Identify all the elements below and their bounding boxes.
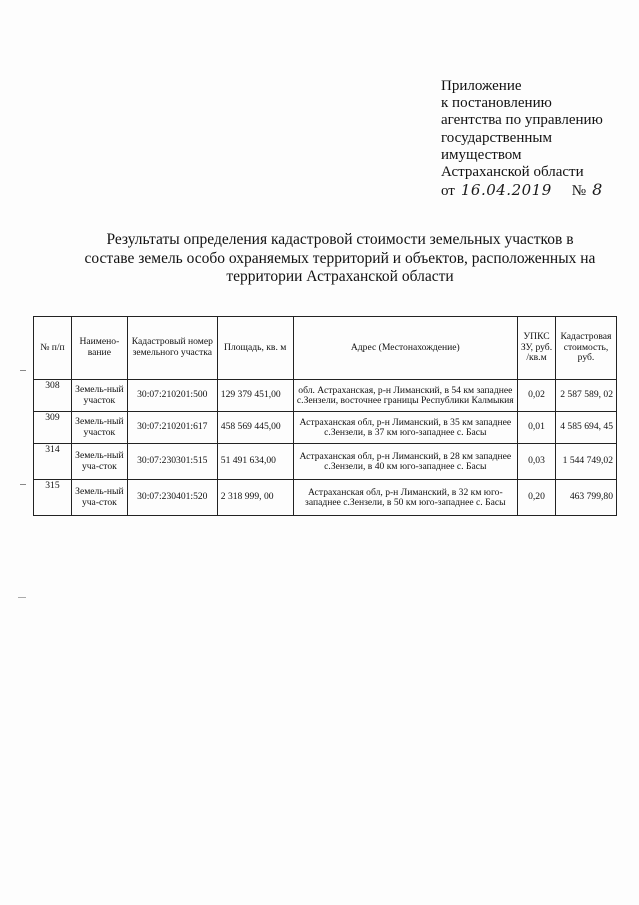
cell-cost: 463 799,80 <box>555 480 616 516</box>
table-row <box>34 444 617 480</box>
header-area: Площадь, кв. м <box>217 317 293 380</box>
appendix-block <box>441 78 631 200</box>
cell-cadastral: 30:07:210201:617 <box>127 412 217 444</box>
appendix-line: агентства по управлению <box>441 112 603 129</box>
from-label: от <box>441 183 455 200</box>
scan-artifact <box>18 597 26 598</box>
appendix-line: Приложение <box>441 78 522 94</box>
header-cost: Кадастровая стоимость, руб. <box>555 317 616 380</box>
number-label: № <box>571 183 587 200</box>
cell-address: Астраханская обл, р-н Лиманский, в 28 км западнее с.Зензели, в 40 км юго-западнее с. Басы <box>293 444 517 480</box>
cell-num: 315 <box>34 480 72 516</box>
cell-area: 51 491 634,00 <box>217 444 293 480</box>
cell-name: Земель-ный участок <box>71 412 127 444</box>
decree-number: 8 <box>592 180 603 200</box>
cell-upks: 0,01 <box>518 412 556 444</box>
decree-date-line <box>441 181 631 200</box>
cell-address: Астраханская обл, р-н Лиманский, в 32 км юго-западнее с.Зензели, в 50 км юго-западнее с. Басы <box>293 480 517 516</box>
cell-cost: 4 585 694, 45 <box>555 412 616 444</box>
table-row <box>34 412 617 444</box>
scan-artifact <box>20 484 26 485</box>
cell-upks: 0,03 <box>518 444 556 480</box>
cell-address: Астраханская обл, р-н Лиманский, в 35 км западнее с.Зензели, в 37 км юго-западнее с. Басы <box>293 412 517 444</box>
cell-cost: 2 587 589, 02 <box>555 380 616 412</box>
cell-cadastral: 30:07:210201:500 <box>127 380 217 412</box>
cell-area: 2 318 999, 00 <box>217 480 293 516</box>
cell-num: 314 <box>34 444 72 480</box>
appendix-line: имуществом <box>441 146 522 163</box>
cell-address: обл. Астраханская, р-н Лиманский, в 54 км западнее с.Зензели, восточнее границы Республики Калмыкия <box>293 380 517 412</box>
decree-date: 16.04.2019 <box>460 181 552 200</box>
cadastral-value-table <box>33 316 617 516</box>
header-upks: УПКС ЗУ, руб. /кв.м <box>518 317 556 380</box>
appendix-line: Астраханской области <box>441 164 584 181</box>
title-line: территории Астраханской области <box>226 268 454 285</box>
cell-cadastral: 30:07:230401:520 <box>127 480 217 516</box>
cell-cadastral: 30:07:230301:515 <box>127 444 217 480</box>
cell-num: 309 <box>34 412 72 444</box>
header-address: Адрес (Местонахождение) <box>293 317 517 380</box>
cell-upks: 0,02 <box>518 380 556 412</box>
cell-name: Земель-ный уча-сток <box>71 444 127 480</box>
cell-num: 308 <box>34 380 72 412</box>
header-cadastral: Кадастровый номер земельного участка <box>127 317 217 380</box>
scan-artifact <box>20 370 26 371</box>
table-row <box>34 380 617 412</box>
cell-name: Земель-ный участок <box>71 380 127 412</box>
cell-cost: 1 544 749,02 <box>555 444 616 480</box>
cell-area: 129 379 451,00 <box>217 380 293 412</box>
title-line: составе земель особо охраняемых территорий и объектов, расположенных на <box>84 249 596 267</box>
cell-upks: 0,20 <box>518 480 556 516</box>
header-num: № п/п <box>34 317 72 380</box>
appendix-line: к постановлению <box>441 95 552 112</box>
document-title <box>70 231 610 287</box>
table-header-row <box>34 317 617 380</box>
appendix-line: государственным <box>441 129 552 146</box>
header-name: Наимено-вание <box>71 317 127 380</box>
cell-area: 458 569 445,00 <box>217 412 293 444</box>
table-row <box>34 480 617 516</box>
title-line: Результаты определения кадастровой стоимости земельных участков в <box>106 231 574 248</box>
cell-name: Земель-ный уча-сток <box>71 480 127 516</box>
